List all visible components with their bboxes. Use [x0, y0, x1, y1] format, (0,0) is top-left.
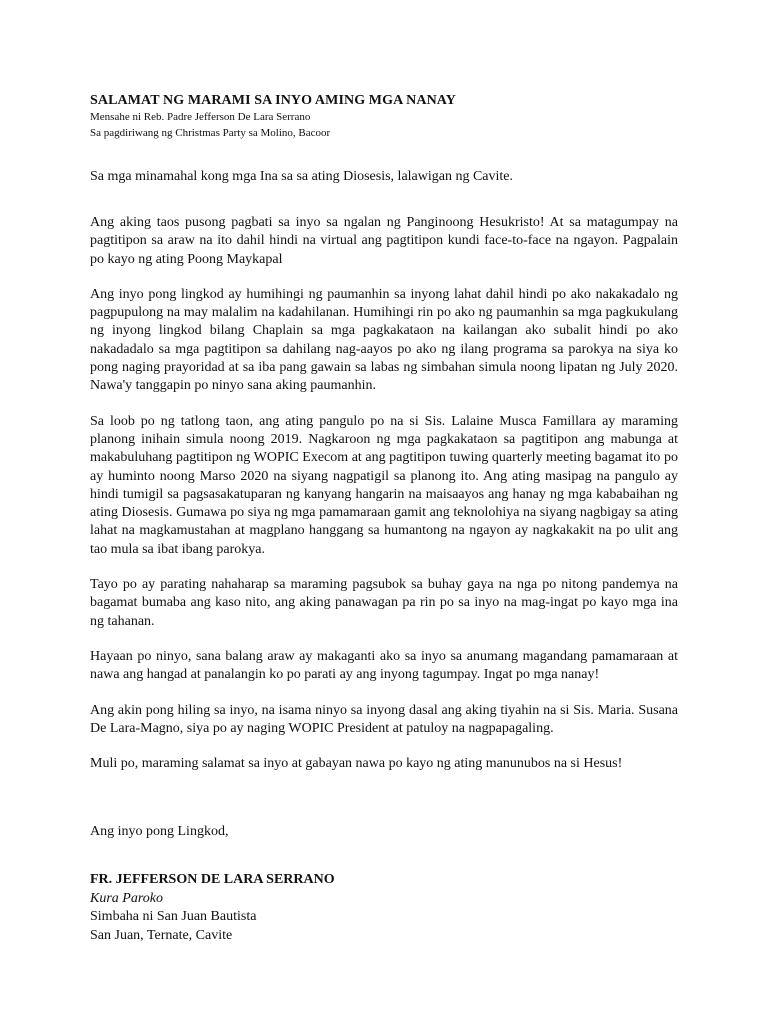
letter-paragraph: Hayaan po ninyo, sana balang araw ay makaganti ako sa inyo sa anumang magandang pamamaraan at nawa ang hangad at panalangin ko po parati ay ang inyong tagumpay. Ingat po mga nanay! [90, 648, 678, 683]
letter-paragraph: Ang akin pong hiling sa inyo, na isama ninyo sa inyong dasal ang aking tiyahin na si Sis. Maria. Susana De Lara-Magno, siya po ay naging WOPIC President at patuloy na nagpapagaling. [90, 702, 678, 736]
signatory-church: Simbaha ni San Juan Bautista [90, 909, 257, 925]
letter-page [90, 92, 678, 945]
letter-paragraph: Ang aking taos pusong pagbati sa inyo sa ngalan ng Panginoong Hesukristo! At sa matagumpay na pagtitipon sa araw na ito dahil hindi na virtual ang pagtitipon kundi face-to-face na ngayon. Pagpalain po kayo ng ating Poong Maykapal [90, 215, 678, 267]
letter-paragraph: Ang inyo pong lingkod ay humihingi ng paumanhin sa inyong lahat dahil hindi po ako nakakadalo ng pagpupulong na may malalim na kadahilanan. Humihingi rin po ako ng paumanhin sa mga pagkukulang ng inyong lingkod bilang Chaplain sa mga pagkakataon na kailangan ako subalit hindi po ako nakadadalo sa mga pagtitipon sa dahilang nag-aayos po ako ng ilang programa sa parokya na siya ko pong naging prayoridad at sa iba pang gawain sa labas ng simbahan simula noong lipatan ng July 2020. Nawa'y tanggapin po ninyo sana aking paumanhin. [90, 286, 678, 394]
letter-paragraph: Muli po, maraming salamat sa inyo at gabayan nawa po kayo ng ating manunubos na si Hesus! [90, 756, 623, 772]
letter-paragraph: Sa loob po ng tatlong taon, ang ating pangulo po na si Sis. Lalaine Musca Famillara ay maraming planong inihain simula noong 2019. Nagkaroon ng mga pagkakataon sa pagtitipon ang mabunga at makabuluhang pagtitipon ng WOPIC Execom at ang pagtitipon tuwing quarterly meeting bagamat ito po ay huminto noong Marso 2020 na siyang nagpatigil sa planong ito. Ang ating masipag na pangulo ay hindi tumigil sa pagsasakatuparan ng kanyang hangarin na maisaayos ang hanay ng mga kababaihan ng ating Diosesis. Gumawa po siya ng mga pamamaraan gamit ang teknolohiya na siyang nagbigay sa ating lahat na magkamustahan at magplano hanggang sa humantong na ngayon ay nagkakakit na po ulit ang tao mula sa ibat ibang parokya. [90, 413, 678, 557]
letter-greeting: Sa mga minamahal kong mga Ina sa sa ating Diosesis, lalawigan ng Cavite. [90, 169, 514, 184]
letter-subtitle-message: Mensahe ni Reb. Padre Jefferson De Lara Serrano [90, 111, 311, 123]
letter-paragraph: Tayo po ay parating nahaharap sa maraming pagsubok sa buhay gaya na nga po nitong pandemya na bagamat bumaba ang kaso nito, ang aking panawagan pa rin po sa inyo na mag-ingat po kayo mga ina ng tahanan. [90, 577, 678, 629]
signatory-role: Kura Paroko [90, 890, 163, 906]
signatory-location: San Juan, Ternate, Cavite [90, 927, 233, 943]
letter-title: SALAMAT NG MARAMI SA INYO AMING MGA NANAY [90, 93, 456, 108]
signatory-name: FR. JEFFERSON DE LARA SERRANO [90, 872, 335, 888]
signature-block [90, 871, 678, 945]
letter-subtitle-occasion: Sa pagdiriwang ng Christmas Party sa Molino, Bacoor [90, 127, 331, 139]
letter-closing: Ang inyo pong Lingkod, [90, 824, 229, 840]
